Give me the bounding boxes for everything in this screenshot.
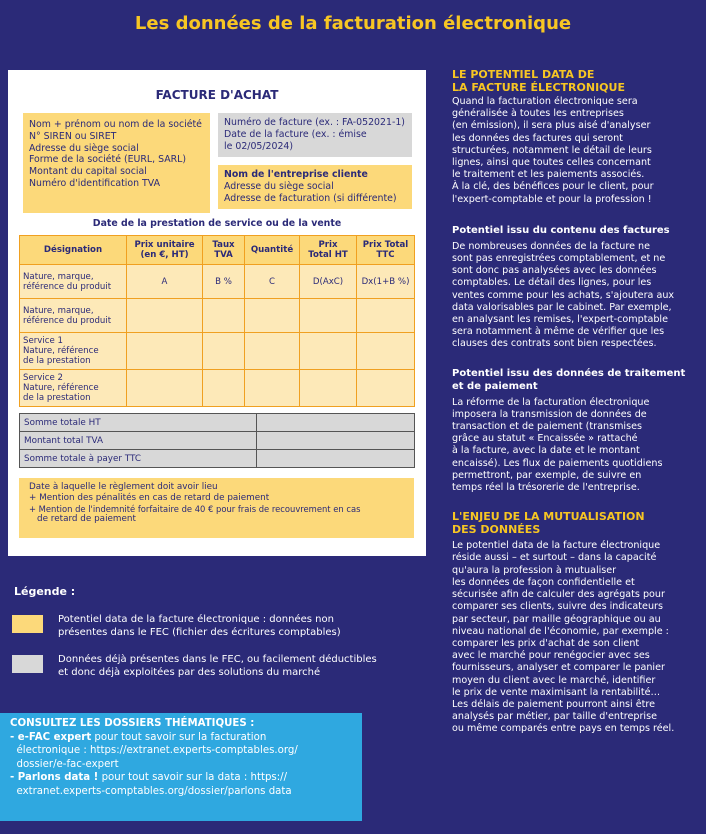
cell-total-ht [300, 370, 357, 407]
cell-unit-price [127, 333, 203, 370]
client-line: Adresse du siège social [224, 180, 334, 192]
payment-line: Date à laquelle le règlement doit avoir lieu [29, 482, 218, 492]
callout-title: CONSULTEZ LES DOSSIERS THÉMATIQUES : [10, 718, 255, 729]
seller-line: Nom + prénom ou nom de la société [29, 119, 202, 130]
payment-line: de retard de paiement [37, 514, 136, 525]
section-contenu-title: Potentiel issu du contenu des factures [452, 224, 670, 236]
section-mutualisation-title: L'ENJEU DE LA MUTUALISATION DES DONNÉES [452, 510, 645, 537]
right-column [452, 68, 700, 736]
col-header-total-ht: Prix Total HT [300, 236, 357, 265]
table-row [20, 370, 415, 407]
cell-designation: Nature, marque, référence du produit [20, 265, 127, 299]
total-vat-label: Montant total TVA [20, 432, 257, 450]
cell-total-ht [300, 299, 357, 333]
client-info [218, 165, 412, 209]
callout-text: pour tout savoir sur la data : https:// [98, 772, 288, 784]
invoice-number-info [218, 113, 412, 157]
client-line: Adresse de facturation (si différente) [224, 192, 397, 204]
section-contenu-text: De nombreuses données de la facture ne sont pas enregistrées comptablement, et ne sont donc pas analysées avec les données comptables. Le détail des lignes, pour les ventes comme pour les achats, s'ajoutera aux data valorisables par le cabinet. Par exemple, en analysant les remises, l'expert-comptable sera notamment à même de vérifier que les clauses des contrats sont bien respectées. [452, 240, 675, 350]
legend-swatch-yellow [12, 615, 43, 633]
col-header-total-ttc: Prix Total TTC [357, 236, 415, 265]
section-potentiel-data-title: LE POTENTIEL DATA DE LA FACTURE ÉLECTRONIQUE [452, 68, 625, 94]
total-ht-label: Somme totale HT [20, 414, 257, 432]
cell-unit-price [127, 299, 203, 333]
cell-designation: Service 2 Nature, référence de la prestation [20, 370, 127, 407]
payment-line: + Mention des pénalités en cas de retard de paiement [29, 492, 270, 503]
cell-total-ttc [357, 370, 415, 407]
payment-line: + Mention de l'indemnité forfaitaire de 40 € pour frais de recouvrement en cas [29, 503, 361, 514]
cell-total-ttc [357, 299, 415, 333]
callout-line [10, 731, 352, 745]
cell-total-ttc [357, 333, 415, 370]
col-header-designation: Désignation [20, 236, 127, 265]
cell-total-ht: D(AxC) [300, 265, 357, 299]
cell-quantity [245, 333, 300, 370]
table-row [20, 432, 415, 450]
legend-text-grey: Données déjà présentes dans le FEC, ou facilement déductibles et donc déjà exploitées par des solutions du marché [58, 654, 377, 678]
cell-vat-rate [203, 370, 245, 407]
seller-line: Forme de la société (EURL, SARL) [29, 154, 187, 166]
seller-line: Adresse du siège social [29, 142, 139, 154]
payment-terms [19, 478, 414, 538]
cell-quantity [245, 370, 300, 407]
table-row [20, 414, 415, 432]
legend-text-yellow: Potentiel data de la facture électronique : données non présentes dans le FEC (fichier des écritures comptables) [58, 614, 341, 638]
invoice-info-line: Date de la facture (ex. : émise [224, 128, 367, 140]
cell-quantity: C [245, 265, 300, 299]
section-mutualisation-text: Le potentiel data de la facture électronique réside aussi – et surtout – dans la capacité qu'aura la profession à mutualiser les données de façon confidentielle et sécurisée afin de calculer des agrégats pour comparer ses clients, suivre des indicateurs par secteur, par maille géographique ou au niveau national de l'économie, par exemple : comparer les prix d'achat de son client avec le marché pour renégocier avec ses fournisseurs, analyser et comparer le panier moyen du client avec le marché, identifier le prix de vente maximisant la rentabilité… Les délais de paiement pourront ainsi être analysés par métier, par taille d'entreprise ou même comparés entre pays en temps réel. [452, 540, 675, 735]
col-header-quantity: Quantité [245, 236, 300, 265]
callout-text: pour tout savoir sur la facturation [91, 731, 267, 743]
client-title: Nom de l'entreprise cliente [224, 169, 368, 180]
efac-url-line[interactable]: dossier/e-fac-expert [10, 758, 119, 770]
cell-total-ttc: Dx(1+B %) [357, 265, 415, 299]
table-row [20, 299, 415, 333]
cell-total-ht [300, 333, 357, 370]
table-row [20, 265, 415, 299]
seller-line: N° SIREN ou SIRET [29, 130, 117, 142]
cell-unit-price: A [127, 265, 203, 299]
invoice-info-line: Numéro de facture (ex. : FA-052021-1) [224, 117, 405, 128]
parlons-data-url-line[interactable]: extranet.experts-comptables.org/dossier/parlons data [10, 785, 292, 797]
col-header-unit-price: Prix unitaire (en €, HT) [127, 236, 203, 265]
cell-vat-rate: B % [203, 265, 245, 299]
total-vat-value [257, 432, 415, 450]
total-ttc-value [257, 450, 415, 468]
seller-line: Montant du capital social [29, 166, 147, 178]
legend-title: Légende : [14, 585, 76, 598]
efac-url-line[interactable]: électronique : https://extranet.experts-comptables.org/ [10, 745, 298, 757]
section-potentiel-data-text: Quand la facturation électronique sera généralisée à toutes les entreprises (en émission), il sera plus aisé d'analyser les données des factures qui seront structurées, notamment le détail de leurs lignes, ainsi que toutes celles concernant le traitement et les paiements associés. À la clé, des bénéfices pour le client, pour l'expert-comptable et pour la profession ! [452, 96, 654, 205]
dossiers-callout [0, 713, 362, 821]
invoice-info-line: le 02/05/2024) [224, 140, 294, 152]
table-row [20, 333, 415, 370]
legend-swatch-grey [12, 655, 43, 673]
cell-vat-rate [203, 333, 245, 370]
service-date-label: Date de la prestation de service ou de la vente [92, 218, 342, 229]
invoice-totals-table [19, 413, 415, 468]
cell-vat-rate [203, 299, 245, 333]
invoice-document [8, 70, 426, 556]
efac-link-label[interactable]: - e-FAC expert [10, 731, 92, 743]
section-traitement-text: La réforme de la facturation électronique imposera la transmission de données de transaction et de paiement (transmises grâce au statut « Encaissée » rattaché à la facture, avec la date et le montant encaissé). Les flux de paiements quotidiens permettront, par exemple, de suivre en temps réel la trésorerie de l'entreprise. [452, 396, 663, 494]
table-row [20, 450, 415, 468]
cell-unit-price [127, 370, 203, 407]
cell-designation: Nature, marque, référence du produit [20, 299, 127, 333]
col-header-vat-rate: Taux TVA [203, 236, 245, 265]
invoice-items-table [19, 235, 415, 407]
cell-designation: Service 1 Nature, référence de la prestation [20, 333, 127, 370]
invoice-title: FACTURE D'ACHAT [155, 88, 279, 102]
total-ht-value [257, 414, 415, 432]
total-ttc-label: Somme totale à payer TTC [20, 450, 257, 468]
seller-info [23, 113, 210, 213]
parlons-data-link-label[interactable]: - Parlons data ! [10, 772, 99, 784]
seller-line: Numéro d'identification TVA [29, 177, 160, 189]
page-title: Les données de la facturation électronique [134, 13, 572, 34]
cell-quantity [245, 299, 300, 333]
section-traitement-title: Potentiel issu des données de traitement et de paiement [452, 367, 686, 392]
callout-line [10, 771, 352, 785]
